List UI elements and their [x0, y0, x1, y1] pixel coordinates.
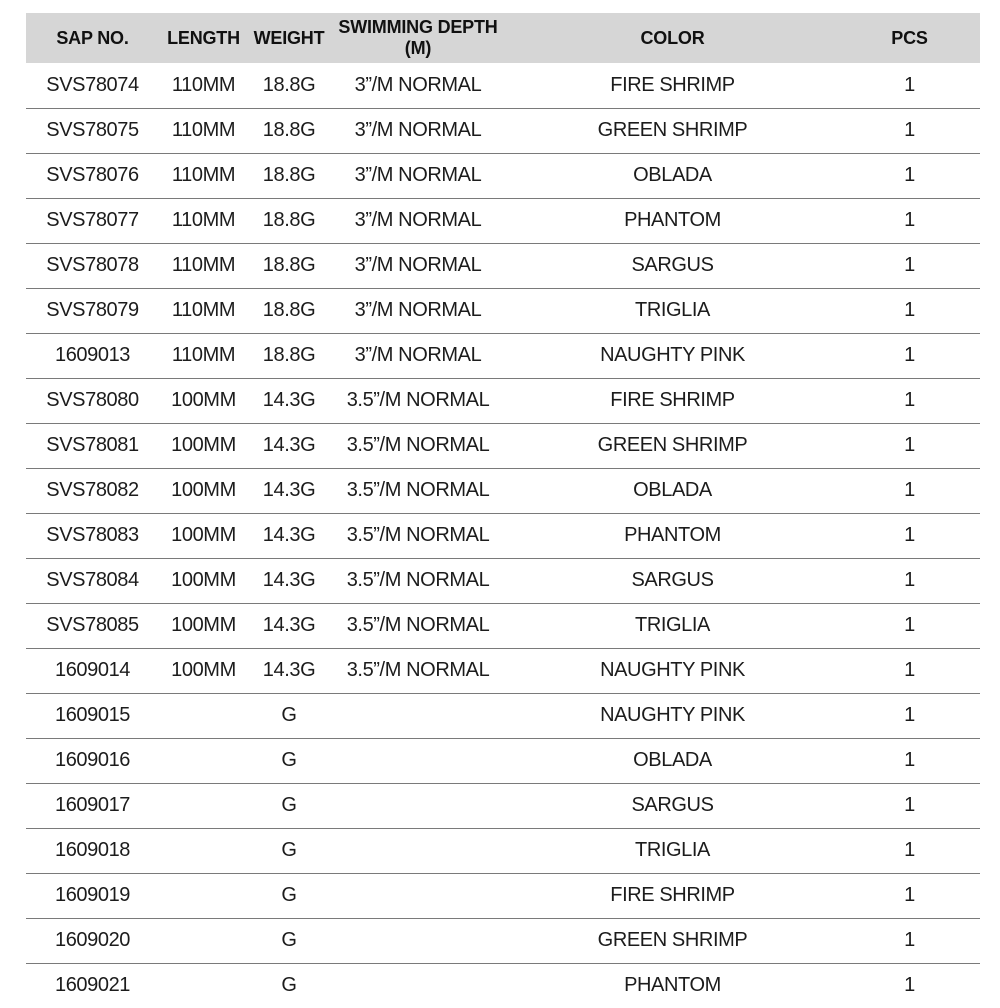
- cell-pcs: 1: [904, 119, 915, 141]
- cell-length: 110MM: [171, 254, 236, 276]
- cell-pcs: 1: [904, 209, 915, 231]
- cell-sap-no: SVS78076: [46, 164, 139, 186]
- cell-swimming-depth: [330, 738, 506, 783]
- cell-pcs: 1: [904, 794, 915, 816]
- cell-length: 110MM: [171, 164, 236, 186]
- cell-pcs: 1: [904, 434, 915, 456]
- cell-sap-no: SVS78075: [46, 119, 139, 141]
- cell-swimming-depth: 3.5”/M NORMAL: [346, 524, 490, 546]
- table-row: [26, 693, 980, 738]
- cell-length: 110MM: [171, 344, 236, 366]
- cell-color: TRIGLIA: [635, 299, 710, 321]
- table-row: [26, 558, 980, 603]
- cell-pcs: 1: [904, 659, 915, 681]
- cell-swimming-depth: 3”/M NORMAL: [354, 119, 482, 141]
- cell-swimming-depth: [330, 963, 506, 1008]
- cell-length: 100MM: [171, 614, 236, 636]
- table-row: [26, 918, 980, 963]
- cell-length: 110MM: [171, 299, 236, 321]
- table-row: [26, 873, 980, 918]
- cell-swimming-depth: 3.5”/M NORMAL: [346, 659, 490, 681]
- table-row: [26, 243, 980, 288]
- cell-pcs: 1: [904, 164, 915, 186]
- cell-color: NAUGHTY PINK: [600, 344, 745, 366]
- cell-weight: 18.8G: [262, 344, 316, 366]
- cell-weight: 18.8G: [262, 119, 316, 141]
- cell-sap-no: 1609019: [54, 884, 131, 906]
- cell-color: OBLADA: [633, 164, 712, 186]
- cell-pcs: 1: [904, 299, 915, 321]
- cell-sap-no: SVS78077: [46, 209, 139, 231]
- cell-pcs: 1: [904, 524, 915, 546]
- cell-length: 100MM: [171, 659, 236, 681]
- cell-color: NAUGHTY PINK: [600, 659, 745, 681]
- cell-color: NAUGHTY PINK: [600, 704, 745, 726]
- cell-color: FIRE SHRIMP: [610, 389, 735, 411]
- table-row: [26, 108, 980, 153]
- cell-length: [159, 963, 248, 1008]
- cell-color: GREEN SHRIMP: [597, 434, 748, 456]
- cell-weight: G: [281, 974, 297, 997]
- cell-color: PHANTOM: [624, 974, 721, 997]
- cell-color: GREEN SHRIMP: [597, 929, 748, 951]
- cell-sap-no: SVS78082: [46, 479, 139, 501]
- cell-pcs: 1: [904, 749, 915, 771]
- cell-length: 110MM: [171, 209, 236, 231]
- cell-sap-no: 1609014: [54, 659, 131, 681]
- cell-swimming-depth: 3”/M NORMAL: [354, 164, 482, 186]
- cell-sap-no: 1609017: [54, 794, 131, 816]
- cell-sap-no: 1609013: [54, 344, 131, 366]
- cell-sap-no: SVS78083: [46, 524, 139, 546]
- cell-weight: 14.3G: [262, 524, 316, 546]
- table-row: [26, 198, 980, 243]
- cell-weight: 18.8G: [262, 299, 316, 321]
- cell-pcs: 1: [904, 929, 915, 951]
- cell-color: PHANTOM: [624, 524, 721, 546]
- cell-color: OBLADA: [633, 479, 712, 501]
- cell-pcs: 1: [904, 479, 915, 501]
- cell-pcs: 1: [904, 344, 915, 366]
- cell-weight: 14.3G: [262, 389, 316, 411]
- cell-swimming-depth: 3”/M NORMAL: [354, 344, 482, 366]
- cell-pcs: 1: [904, 254, 915, 276]
- cell-swimming-depth: 3”/M NORMAL: [354, 209, 482, 231]
- cell-length: 100MM: [171, 479, 236, 501]
- cell-weight: 14.3G: [262, 434, 316, 456]
- table-header-row: [26, 13, 980, 63]
- cell-length: 110MM: [171, 73, 236, 96]
- cell-weight: G: [281, 929, 297, 951]
- cell-weight: 18.8G: [262, 164, 316, 186]
- cell-swimming-depth: [330, 783, 506, 828]
- table-row: [26, 423, 980, 468]
- cell-weight: G: [281, 749, 297, 771]
- product-table: [26, 13, 980, 1008]
- cell-weight: 14.3G: [262, 614, 316, 636]
- cell-swimming-depth: [330, 873, 506, 918]
- cell-color: OBLADA: [633, 749, 712, 771]
- cell-color: SARGUS: [631, 569, 714, 591]
- table-row: [26, 828, 980, 873]
- cell-pcs: 1: [904, 884, 915, 906]
- cell-sap-no: SVS78078: [46, 254, 139, 276]
- table-row: [26, 738, 980, 783]
- table-row: [26, 963, 980, 1008]
- cell-swimming-depth: 3.5”/M NORMAL: [346, 614, 490, 636]
- cell-color: FIRE SHRIMP: [610, 73, 735, 96]
- cell-sap-no: 1609021: [54, 974, 131, 997]
- cell-weight: G: [281, 704, 297, 726]
- cell-sap-no: SVS78081: [46, 434, 139, 456]
- cell-color: PHANTOM: [624, 209, 721, 231]
- table-row: [26, 378, 980, 423]
- cell-weight: 18.8G: [262, 209, 316, 231]
- cell-length: 100MM: [171, 524, 236, 546]
- header-weight: WEIGHT: [253, 27, 325, 48]
- cell-swimming-depth: [330, 828, 506, 873]
- cell-weight: 18.8G: [262, 73, 316, 96]
- header-color: COLOR: [640, 27, 705, 48]
- table-row: [26, 468, 980, 513]
- cell-pcs: 1: [904, 569, 915, 591]
- cell-weight: 14.3G: [262, 479, 316, 501]
- cell-color: SARGUS: [631, 794, 714, 816]
- cell-pcs: 1: [904, 389, 915, 411]
- table-row: [26, 648, 980, 693]
- cell-weight: G: [281, 794, 297, 816]
- cell-weight: G: [281, 839, 297, 861]
- cell-swimming-depth: [330, 918, 506, 963]
- cell-color: GREEN SHRIMP: [597, 119, 748, 141]
- cell-color: TRIGLIA: [635, 614, 710, 636]
- cell-length: [159, 918, 248, 963]
- header-sap-no: SAP NO.: [56, 27, 129, 48]
- cell-swimming-depth: 3”/M NORMAL: [354, 73, 482, 96]
- cell-length: 100MM: [171, 389, 236, 411]
- cell-sap-no: SVS78084: [46, 569, 139, 591]
- cell-sap-no: SVS78074: [46, 73, 139, 96]
- cell-sap-no: 1609015: [54, 704, 131, 726]
- cell-sap-no: SVS78080: [46, 389, 139, 411]
- header-swimming-depth: SWIMMING DEPTH (M): [338, 17, 498, 58]
- cell-pcs: 1: [904, 839, 915, 861]
- table-row: [26, 63, 980, 108]
- table-row: [26, 153, 980, 198]
- table-row: [26, 333, 980, 378]
- cell-pcs: 1: [904, 704, 915, 726]
- cell-length: [159, 783, 248, 828]
- cell-color: SARGUS: [631, 254, 714, 276]
- cell-sap-no: 1609020: [54, 929, 131, 951]
- table-row: [26, 513, 980, 558]
- cell-sap-no: SVS78085: [46, 614, 139, 636]
- cell-swimming-depth: 3.5”/M NORMAL: [346, 389, 490, 411]
- cell-length: [159, 738, 248, 783]
- table-row: [26, 783, 980, 828]
- cell-length: [159, 873, 248, 918]
- cell-weight: 18.8G: [262, 254, 316, 276]
- cell-sap-no: SVS78079: [46, 299, 139, 321]
- cell-length: [159, 828, 248, 873]
- cell-length: [159, 693, 248, 738]
- cell-sap-no: 1609016: [54, 749, 131, 771]
- cell-weight: 14.3G: [262, 569, 316, 591]
- cell-swimming-depth: 3.5”/M NORMAL: [346, 434, 490, 456]
- cell-swimming-depth: 3.5”/M NORMAL: [346, 479, 490, 501]
- product-table-container: [26, 13, 980, 1008]
- cell-length: 100MM: [171, 569, 236, 591]
- cell-length: 110MM: [171, 119, 236, 141]
- table-row: [26, 288, 980, 333]
- cell-length: 100MM: [171, 434, 236, 456]
- cell-pcs: 1: [904, 614, 915, 636]
- cell-pcs: 1: [904, 974, 915, 997]
- cell-weight: 14.3G: [262, 659, 316, 681]
- cell-pcs: 1: [904, 73, 915, 96]
- table-body: [26, 63, 980, 1008]
- cell-weight: G: [281, 884, 297, 906]
- cell-sap-no: 1609018: [54, 839, 131, 861]
- table-row: [26, 603, 980, 648]
- header-length: LENGTH: [167, 27, 240, 48]
- cell-color: FIRE SHRIMP: [610, 884, 735, 906]
- header-pcs: PCS: [891, 27, 928, 48]
- cell-color: TRIGLIA: [635, 839, 710, 861]
- cell-swimming-depth: 3”/M NORMAL: [354, 254, 482, 276]
- cell-swimming-depth: 3”/M NORMAL: [354, 299, 482, 321]
- cell-swimming-depth: [330, 693, 506, 738]
- cell-swimming-depth: 3.5”/M NORMAL: [346, 569, 490, 591]
